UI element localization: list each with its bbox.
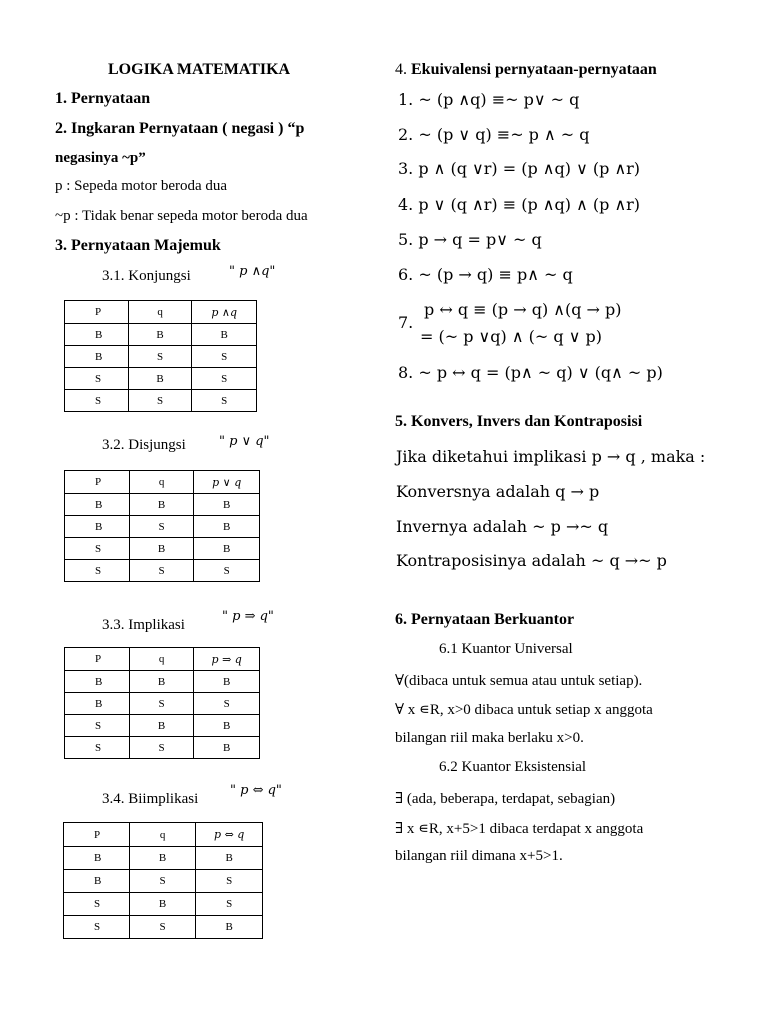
- table-cell: S: [196, 893, 263, 916]
- table-cell: S: [194, 693, 260, 715]
- equivalence-7-line-1: p ↔ q ≡ (p → q) ∧(q → p): [424, 300, 622, 319]
- table-header-cell: P: [65, 471, 130, 494]
- table-cell: B: [194, 671, 260, 693]
- table-cell: S: [129, 737, 194, 759]
- equivalence-8: 8. ~ p ↔ q = (p∧ ~ q) ∨ (q∧ ~ p): [398, 363, 663, 382]
- biimplication-label: 3.4. Biimplikasi: [102, 791, 199, 807]
- table-header-cell: q: [129, 471, 194, 494]
- existential-quantifier-heading: 6.2 Kuantor Eksistensial: [439, 759, 587, 775]
- table-cell: B: [194, 516, 260, 538]
- table-cell: B: [65, 346, 129, 368]
- conjunction-expr: " p ∧q": [229, 264, 276, 279]
- table-cell: B: [192, 324, 257, 346]
- p-statement: p : Sepeda motor beroda dua: [55, 178, 228, 194]
- table-cell: B: [196, 847, 263, 870]
- table-row: [65, 324, 257, 346]
- table-row: [65, 737, 260, 759]
- table-row: [65, 671, 260, 693]
- equivalence-6: 6. ~ (p → q) ≡ p∧ ~ q: [398, 265, 573, 284]
- table-cell: S: [129, 516, 194, 538]
- table-header-cell: P: [65, 648, 130, 671]
- table-row: [64, 893, 263, 916]
- table-row: [64, 916, 263, 939]
- table-row: [65, 346, 257, 368]
- disjunction-label: 3.2. Disjungsi: [102, 437, 186, 453]
- table-cell: B: [129, 671, 194, 693]
- equivalence-5: 5. p → q = p∨ ~ q: [398, 230, 542, 249]
- existential-quantifier-example-cont: bilangan riil dimana x+5>1.: [395, 848, 563, 864]
- table-cell: B: [194, 494, 260, 516]
- table-cell: S: [129, 560, 194, 582]
- table-cell: B: [65, 671, 130, 693]
- table-cell: S: [128, 346, 192, 368]
- biimplication-truth-table: [63, 822, 263, 939]
- equivalence-7-line-2: = (~ p ∨q) ∧ (~ q ∨ p): [420, 327, 602, 346]
- section-4-heading: [395, 61, 657, 79]
- table-cell: B: [65, 494, 130, 516]
- table-row: [65, 516, 260, 538]
- table-header-cell: p ∧q: [192, 301, 257, 324]
- table-header-cell: q: [129, 823, 196, 847]
- table-cell: S: [65, 390, 129, 412]
- table-cell: S: [65, 737, 130, 759]
- table-row: [64, 847, 263, 870]
- table-cell: S: [192, 346, 257, 368]
- table-row: [65, 390, 257, 412]
- table-cell: B: [128, 324, 192, 346]
- existential-quantifier-meaning: ∃ (ada, beberapa, terdapat, sebagian): [395, 791, 616, 807]
- table-cell: B: [194, 737, 260, 759]
- disjunction-expr: " p ∨ q": [219, 434, 270, 449]
- disjunction-truth-table: [64, 470, 260, 582]
- implication-intro: Jika diketahui implikasi p → q , maka :: [396, 447, 706, 466]
- table-cell: B: [129, 893, 196, 916]
- equivalence-3: 3. p ∧ (q ∨r) = (p ∧q) ∨ (p ∧r): [398, 159, 641, 178]
- table-cell: S: [65, 560, 130, 582]
- converse-statement: Konversnya adalah q → p: [396, 482, 600, 501]
- section-1-heading: 1. Pernyataan: [55, 90, 151, 107]
- table-header-cell: p ⇒ q: [194, 648, 260, 671]
- table-row: [65, 538, 260, 560]
- universal-quantifier-heading: 6.1 Kuantor Universal: [439, 641, 573, 657]
- table-cell: S: [129, 693, 194, 715]
- table-row: [64, 870, 263, 893]
- equivalence-1: 1. ~ (p ∧q) ≡~ p∨ ~ q: [398, 90, 580, 109]
- page-title: LOGIKA MATEMATIKA: [108, 61, 291, 78]
- negation-statement: ~p : Tidak benar sepeda motor beroda dua: [55, 208, 308, 224]
- contrapositive-statement: Kontraposisinya adalah ~ q →~ p: [396, 551, 667, 570]
- table-cell: B: [196, 916, 263, 939]
- table-cell: S: [65, 538, 130, 560]
- table-cell: B: [64, 847, 130, 870]
- table-header-cell: P: [64, 823, 130, 847]
- universal-quantifier-meaning: ∀(dibaca untuk semua atau untuk setiap).: [395, 673, 643, 689]
- table-cell: S: [192, 390, 257, 412]
- biimplication-expr: " p ⇔ q": [230, 783, 282, 798]
- table-cell: B: [65, 693, 130, 715]
- table-cell: S: [196, 870, 263, 893]
- table-cell: B: [129, 847, 196, 870]
- conjunction-truth-table: [64, 300, 257, 412]
- table-row: [65, 693, 260, 715]
- section-6-heading: 6. Pernyataan Berkuantor: [395, 611, 575, 628]
- section-2-heading-cont: negasinya ~p”: [55, 150, 146, 166]
- table-cell: S: [194, 560, 260, 582]
- table-row: [65, 368, 257, 390]
- table-cell: S: [129, 916, 196, 939]
- implication-truth-table: [64, 647, 260, 759]
- universal-quantifier-example-cont: bilangan riil maka berlaku x>0.: [395, 730, 584, 746]
- table-cell: B: [65, 324, 129, 346]
- equivalence-4: 4. p ∨ (q ∧r) ≡ (p ∧q) ∧ (p ∧r): [398, 195, 641, 214]
- table-cell: B: [129, 715, 194, 737]
- implication-label: 3.3. Implikasi: [102, 617, 185, 633]
- implication-expr: " p ⇒ q": [222, 609, 274, 624]
- table-cell: S: [65, 715, 130, 737]
- table-cell: B: [129, 538, 194, 560]
- section-5-heading: 5. Konvers, Invers dan Kontraposisi: [395, 413, 643, 430]
- section-2-heading: 2. Ingkaran Pernyataan ( negasi ) “p: [55, 120, 305, 137]
- equivalence-7-number: 7.: [398, 313, 414, 332]
- table-cell: S: [64, 893, 130, 916]
- table-cell: S: [65, 368, 129, 390]
- equivalence-2: 2. ~ (p ∨ q) ≡~ p ∧ ~ q: [398, 125, 590, 144]
- table-cell: B: [64, 870, 130, 893]
- table-header-cell: p ⇔ q: [196, 823, 263, 847]
- section-4-number: 4.: [395, 61, 407, 78]
- existential-quantifier-example: ∃ x ∊R, x+5>1 dibaca terdapat x anggota: [395, 821, 644, 837]
- table-row: [65, 494, 260, 516]
- table-cell: B: [194, 715, 260, 737]
- conjunction-label: 3.1. Konjungsi: [102, 268, 191, 284]
- table-cell: B: [194, 538, 260, 560]
- table-header-cell: q: [129, 648, 194, 671]
- table-cell: B: [65, 516, 130, 538]
- section-4-title: Ekuivalensi pernyataan-pernyataan: [407, 61, 657, 78]
- inverse-statement: Invernya adalah ~ p →~ q: [396, 517, 609, 536]
- table-row: [65, 560, 260, 582]
- table-header-cell: P: [65, 301, 129, 324]
- table-cell: B: [128, 368, 192, 390]
- table-cell: B: [129, 494, 194, 516]
- table-header-cell: p ∨ q: [194, 471, 260, 494]
- table-header-cell: q: [128, 301, 192, 324]
- table-row: [65, 715, 260, 737]
- table-cell: S: [128, 390, 192, 412]
- table-cell: S: [64, 916, 130, 939]
- table-cell: S: [129, 870, 196, 893]
- universal-quantifier-example: ∀ x ∊R, x>0 dibaca untuk setiap x anggota: [395, 702, 653, 718]
- section-3-heading: 3. Pernyataan Majemuk: [55, 237, 221, 254]
- table-cell: S: [192, 368, 257, 390]
